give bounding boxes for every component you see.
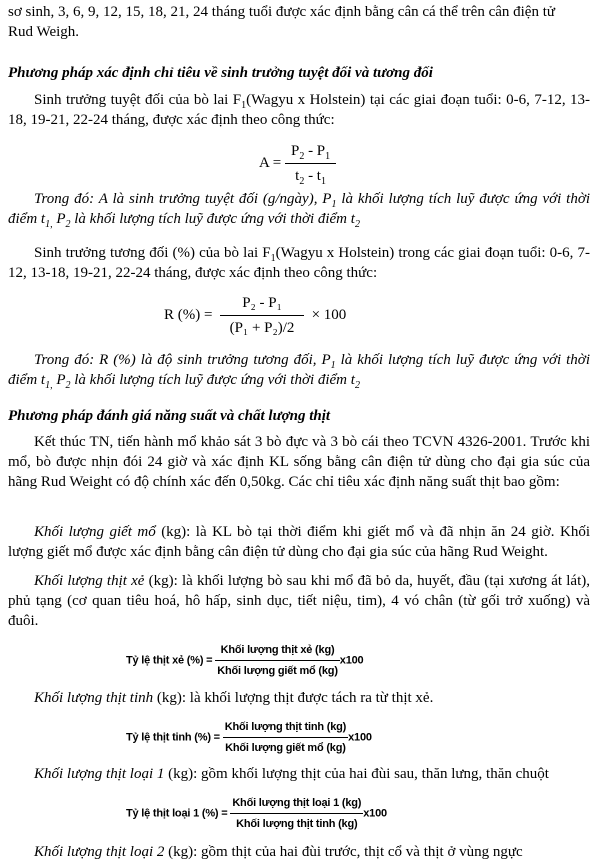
formula-lean-ratio: Tỷ lệ thịt tinh (%) = $\frac{\text{Khối lượng thịt tinh (kg)}}{\text{Khối lượng giết mổ (kg)}}$ x100 [126,718,372,757]
paragraph-relative-growth: Sinh trưởng tương đối (%) của bò lai $F_1(Wagyu$ x Holstein) trong các giai đoạn tuổi: 0-6, 7-12, 13-18, 19-21, 22-24 tháng, được xác định theo công thức: [8,245,590,281]
formula-fraction: $\frac{\text{P₂ - P₁}}{\text{(P₁ + P₂)/2}}$ [220,294,304,337]
note-relative-growth: Trong đó: R (%) là độ sinh trưởng tương đối, $P_1$ là khối lượng tích luỹ được ứng với thời điểm $t_{1,}$ $P_2$ là khối lượng tích luỹ được ứng với thời điểm $t_2$ [8,352,590,391]
intro-text-end: Rud Weigh. [8,24,80,40]
intro-paragraph [8,2,590,42]
formula-absolute-growth: A = $\frac{P_2 - P_1}{t_2 - t_1}$ [259,142,336,185]
paragraph-slaughter: Kết thúc TN, tiến hành mổ khảo sát 3 bò đực và 3 bò cái theo TCVN 4326-2001. Trước khi mổ, bò được nhịn đói 24 giờ và xác định KL sống bằng cân điện tử dùng cho đại gia súc của hãng Rud Weight có độ chính xác đến 0,50kg. Các chỉ tiêu xác định năng suất thịt bao gồm: [8,434,590,490]
definition-grade2-meat: Khối lượng thịt loại 2 (kg): gồm thịt của hai đùi trước, thịt cổ và thịt ở vùng ngực [34,844,523,860]
formula-fraction: $\frac{\text{Khối lượng thịt tinh (kg)}}{\text{Khối lượng giết mổ (kg)}}$ [223,718,348,757]
definition-slaughter-weight: Khối lượng giết mổ (kg): là KL bò tại thời điểm khi giết mổ và đã nhịn ăn 24 giờ. Khối lượng giết mổ được xác định bằng cân điện tử dùng cho đại gia súc của hãng Rud Weight. [8,524,590,560]
formula-relative-growth: R (%) = $\frac{\text{P₂ - P₁}}{\text{(P₁ + P₂)/2}}$ × 100 [164,295,347,336]
formula-fraction: $\frac{\text{Khối lượng thịt loại 1 (kg)}}{\text{Khối lượng thịt tinh (kg)}}$ [230,794,363,833]
definition-grade1-meat: Khối lượng thịt loại 1 (kg): gồm khối lượng thịt của hai đùi sau, thăn lưng, thăn chuột [34,766,549,782]
section-heading-growth: Phương pháp xác định chỉ tiêu về sinh trưởng tuyệt đối và tương đối [8,65,433,81]
intro-text: sơ sinh, 3, 6, 9, 12, 15, 18, 21, 24 tháng tuổi được xác định bằng cân cá thể trên cân điện tử [8,4,556,20]
definition-lean-meat: Khối lượng thịt tinh (kg): là khối lượng thịt được tách ra từ thịt xẻ. [34,690,434,706]
paragraph-absolute-growth: Sinh trưởng tuyệt đối của bò lai $F_1(Wagyu$ x Holstein) tại các giai đoạn tuổi: 0-6, 7-12, 13-18, 19-21, 22-24 tháng, được xác định theo công thức: [8,92,591,128]
section-heading-meat-quality: Phương pháp đánh giá năng suất và chất lượng thịt [8,408,331,424]
note-absolute-growth: Trong đó: A là sinh trưởng tuyệt đối (g/ngày), $P_1$ là khối lượng tích luỹ được ứng với thời điểm $t_{1,}$ $P_2$ là khối lượng tích luỹ được ứng với thời điểm $t_2$ [8,191,590,230]
formula-fraction: $\frac{P_2 - P_1}{t_2 - t_1}$ [285,142,336,185]
formula-grade1-ratio: Tỷ lệ thịt loại 1 (%) = $\frac{\text{Khối lượng thịt loại 1 (kg)}}{\text{Khối lượng thịt tinh (kg)}}$ x100 [126,794,387,833]
formula-fraction: $\frac{\text{Khối lượng thịt xẻ (kg)}}{\text{Khối lượng giết mổ (kg)}}$ [215,641,340,680]
formula-carcass-ratio: Tỷ lệ thịt xẻ (%) = $\frac{\text{Khối lượng thịt xẻ (kg)}}{\text{Khối lượng giết mổ (kg)}}$ x100 [126,641,363,680]
definition-carcass-weight: Khối lượng thịt xẻ (kg): là khối lượng bò sau khi mổ đã bỏ da, huyết, đầu (tại xương át lát), phủ tạng (cơ quan tiêu hoá, hô hấp, sinh dục, tiết niệu, tim), 4 vó chân (từ gối trở xuống) và đuôi. [8,573,590,629]
